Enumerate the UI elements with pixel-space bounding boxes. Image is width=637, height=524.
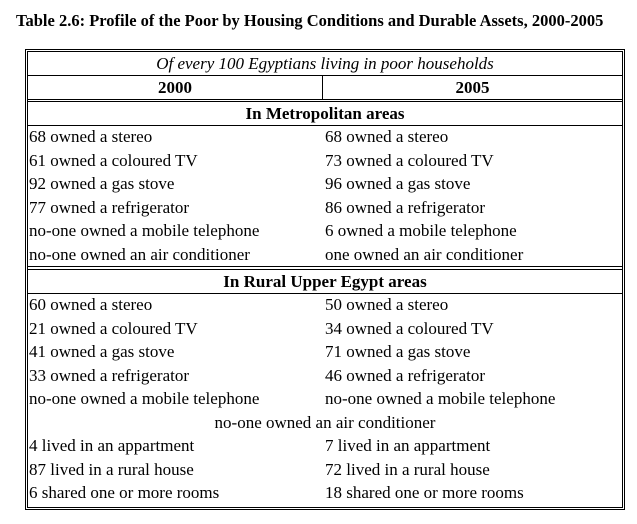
table-row xyxy=(28,126,622,149)
table-row xyxy=(28,173,622,196)
cell-2005: 72 lived in a rural house xyxy=(325,459,490,479)
cell-2000: 4 lived in an appartment xyxy=(29,436,195,455)
cell-2000: 41 owned a gas stove xyxy=(29,342,175,361)
table-row xyxy=(28,341,622,364)
cell-2000: 87 lived in a rural house xyxy=(29,459,194,479)
table-row xyxy=(28,150,622,173)
section-title-rural: In Rural Upper Egypt areas xyxy=(223,271,427,291)
table-row xyxy=(28,197,622,220)
cell-2000: 21 owned a coloured TV xyxy=(29,318,198,338)
cell-2005: 46 owned a refrigerator xyxy=(325,365,486,385)
cell-2005: 68 owned a stereo xyxy=(325,127,449,146)
table-row xyxy=(28,220,622,243)
col-header-2005: 2005 xyxy=(455,77,490,97)
divider xyxy=(28,266,622,267)
cell-2005: 73 owned a coloured TV xyxy=(325,150,494,170)
cell-2005: 34 owned a coloured TV xyxy=(325,318,494,338)
table-row xyxy=(28,244,622,267)
table-row xyxy=(28,412,622,435)
table-row xyxy=(28,294,622,317)
cell-2000: 6 shared one or more rooms xyxy=(29,483,220,502)
cell-2005: 18 shared one or more rooms xyxy=(325,483,524,502)
cell-2005: 71 owned a gas stove xyxy=(325,342,471,361)
cell-2005: 6 owned a mobile telephone xyxy=(325,221,517,240)
cell-2005: 7 lived in an appartment xyxy=(325,436,491,455)
table-caption: Table 2.6: Profile of the Poor by Housing Conditions and Durable Assets, 2000-2005 xyxy=(16,11,604,30)
cell-2005: one owned an air conditioner xyxy=(325,244,524,264)
cell-2000: no-one owned a mobile telephone xyxy=(29,221,260,240)
cell-2000: 92 owned a gas stove xyxy=(29,174,175,193)
table-subtitle: Of every 100 Egyptians living in poor households xyxy=(156,53,494,73)
cell-2005: 86 owned a refrigerator xyxy=(325,197,486,217)
table-row xyxy=(28,435,622,458)
column-divider xyxy=(322,76,323,99)
cell-2000: 68 owned a stereo xyxy=(29,127,153,146)
table-row xyxy=(28,365,622,388)
profile-table xyxy=(25,49,625,510)
table-row xyxy=(28,318,622,341)
table-row xyxy=(28,459,622,482)
col-header-2000: 2000 xyxy=(158,77,192,97)
cell-2005: no-one owned a mobile telephone xyxy=(325,389,556,408)
cell-2000: no-one owned an air conditioner xyxy=(29,244,250,264)
cell-2000: 33 owned a refrigerator xyxy=(29,365,190,385)
cell-2005: 50 owned a stereo xyxy=(325,295,449,314)
cell-both-years: no-one owned an air conditioner xyxy=(214,412,436,432)
cell-2000: 77 owned a refrigerator xyxy=(29,197,190,217)
cell-2000: 60 owned a stereo xyxy=(29,295,153,314)
section-title-metropolitan: In Metropolitan areas xyxy=(245,103,405,123)
cell-2000: 61 owned a coloured TV xyxy=(29,150,198,170)
table-row xyxy=(28,388,622,411)
cell-2000: no-one owned a mobile telephone xyxy=(29,389,260,408)
cell-2005: 96 owned a gas stove xyxy=(325,174,471,193)
table-row xyxy=(28,482,622,505)
